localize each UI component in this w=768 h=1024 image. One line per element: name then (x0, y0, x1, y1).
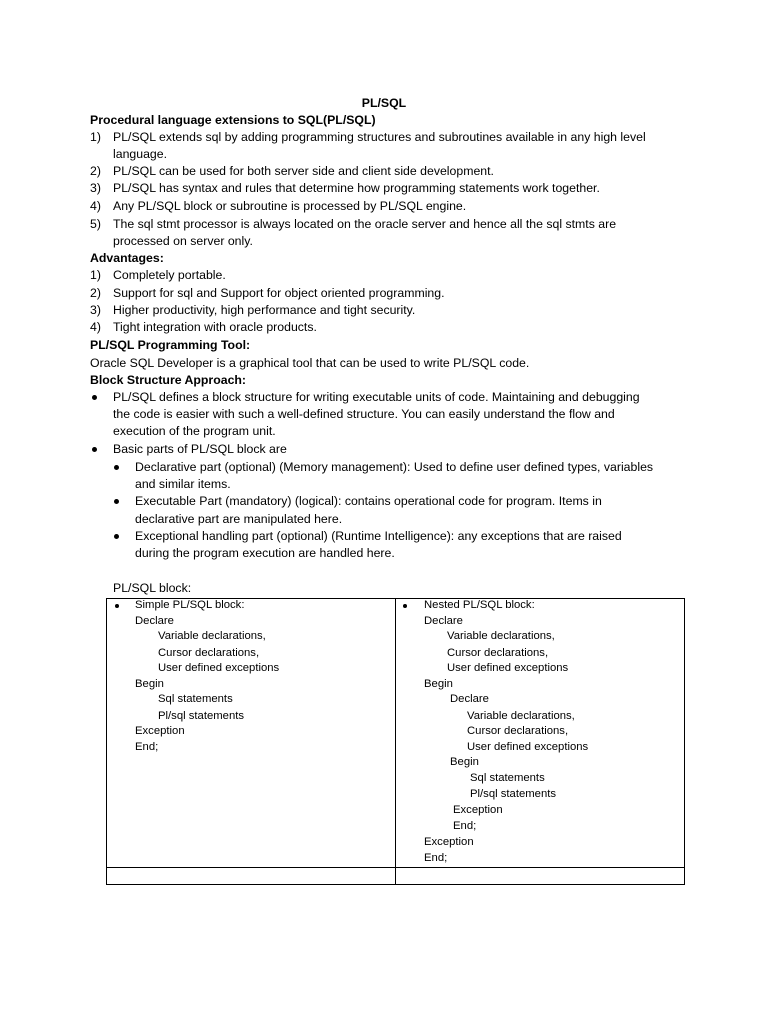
code-line: User defined exceptions (447, 662, 569, 674)
tool-heading: PL/SQL Programming Tool: (90, 338, 251, 352)
list-item-text: Support for sql and Support for object oriented programming. (113, 286, 445, 300)
bullet-icon (403, 604, 407, 608)
list-item-number: 1) (90, 268, 101, 282)
code-line: Sql statements (470, 772, 545, 784)
bullet-icon (114, 534, 119, 539)
tool-text: Oracle SQL Developer is a graphical tool that can be used to write PL/SQL code. (90, 356, 530, 370)
inner-exception-keyword: Exception (453, 804, 503, 816)
bullet-icon (92, 395, 97, 400)
code-line: Variable declarations, (447, 630, 555, 642)
list-item-number: 2) (90, 286, 101, 300)
code-line: User defined exceptions (158, 662, 280, 674)
code-line: Pl/sql statements (470, 788, 557, 800)
block-heading: Block Structure Approach: (90, 373, 247, 387)
list-item-text: PL/SQL extends sql by adding programming structures and subroutines available in any high level (113, 130, 646, 144)
bullet-text: execution of the program unit. (113, 424, 276, 438)
bullet-icon (92, 447, 97, 452)
list-item-text: language. (113, 147, 168, 161)
code-line: Cursor declarations, (158, 647, 260, 659)
code-line: Cursor declarations, (467, 725, 569, 737)
code-line: Cursor declarations, (447, 647, 549, 659)
inner-end-keyword: End; (453, 820, 477, 832)
table-column-divider (395, 598, 396, 885)
declare-keyword: Declare (424, 615, 463, 627)
exception-keyword: Exception (424, 836, 474, 848)
list-item-text: Completely portable. (113, 268, 226, 282)
code-line: Sql statements (158, 693, 233, 705)
simple-block-title: Simple PL/SQL block: (135, 599, 245, 611)
code-line: Variable declarations, (158, 630, 266, 642)
list-item-number: 2) (90, 164, 101, 178)
advantages-heading: Advantages: (90, 251, 164, 265)
list-item-text: The sql stmt processor is always located on the oracle server and hence all the sql stmts are (113, 217, 617, 231)
end-keyword: End; (135, 741, 159, 753)
list-item-text: Higher productivity, high performance and tight security. (113, 303, 416, 317)
list-item-text: processed on server only. (113, 234, 253, 248)
bullet-text: PL/SQL defines a block structure for writing executable units of code. Maintaining and debugging (113, 390, 640, 404)
bullet-icon (115, 604, 119, 608)
inner-declare-keyword: Declare (450, 693, 489, 705)
list-item-number: 3) (90, 303, 101, 317)
end-keyword: End; (424, 852, 448, 864)
begin-keyword: Begin (424, 678, 453, 690)
code-line: Pl/sql statements (158, 710, 245, 722)
sub-bullet-text: declarative part are manipulated here. (135, 512, 343, 526)
page-title: PL/SQL (361, 96, 407, 110)
list-item-number: 3) (90, 181, 101, 195)
sub-bullet-text: Declarative part (optional) (Memory management): Used to define user defined types, variables (135, 460, 654, 474)
list-item-number: 4) (90, 320, 101, 334)
sub-bullet-text: Exceptional handling part (optional) (Runtime Intelligence): any exceptions that are raised (135, 529, 622, 543)
code-line: Variable declarations, (467, 710, 575, 722)
code-line: User defined exceptions (467, 741, 589, 753)
exception-keyword: Exception (135, 725, 185, 737)
sub-bullet-text: Executable Part (mandatory) (logical): contains operational code for program. Items in (135, 494, 602, 508)
table-row-divider (106, 867, 685, 868)
table-caption: PL/SQL block: (113, 581, 192, 595)
list-item-text: PL/SQL can be used for both server side and client side development. (113, 164, 494, 178)
inner-begin-keyword: Begin (450, 756, 479, 768)
list-item-text: Any PL/SQL block or subroutine is processed by PL/SQL engine. (113, 199, 467, 213)
list-item-text: PL/SQL has syntax and rules that determine how programming statements work together. (113, 181, 600, 195)
sub-bullet-text: and similar items. (135, 477, 231, 491)
sub-bullet-text: during the program execution are handled here. (135, 546, 395, 560)
declare-keyword: Declare (135, 615, 174, 627)
nested-block-title: Nested PL/SQL block: (424, 599, 535, 611)
intro-heading: Procedural language extensions to SQL(PL/SQL) (90, 113, 376, 127)
list-item-number: 4) (90, 199, 101, 213)
list-item-text: Tight integration with oracle products. (113, 320, 317, 334)
bullet-text: the code is easier with such a well-defined structure. You can easily understand the flow and (113, 407, 615, 421)
bullet-icon (114, 465, 119, 470)
bullet-icon (114, 499, 119, 504)
begin-keyword: Begin (135, 678, 164, 690)
bullet-text: Basic parts of PL/SQL block are (113, 442, 287, 456)
list-item-number: 1) (90, 130, 101, 144)
list-item-number: 5) (90, 217, 101, 231)
